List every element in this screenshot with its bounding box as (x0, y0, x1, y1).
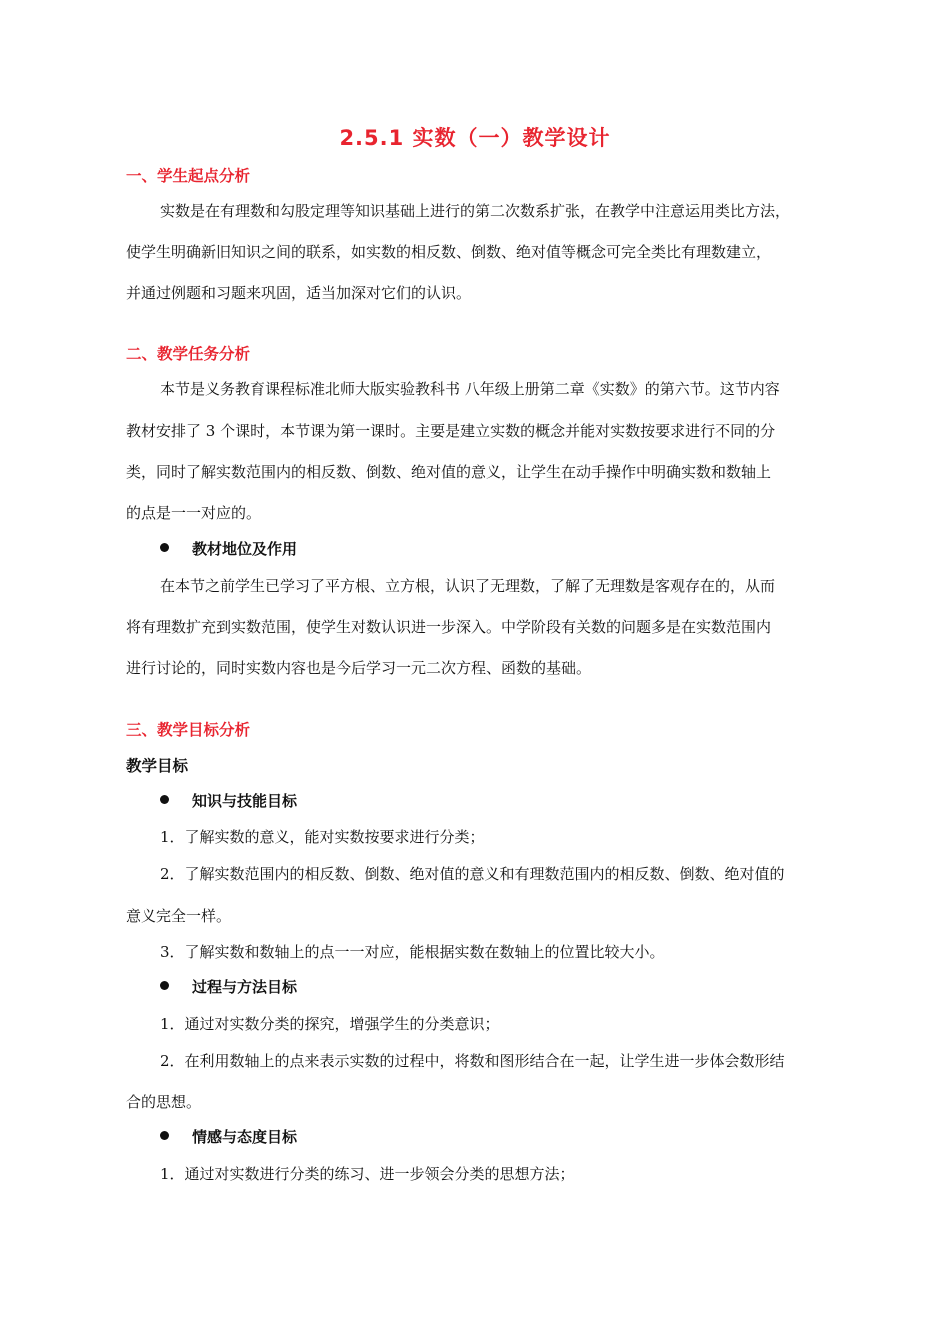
paragraph-line: 使学生明确新旧知识之间的联系，如实数的相反数、倒数、绝对值等概念可完全类比有理数建立， (126, 243, 772, 261)
paragraph-line: 2．了解实数范围内的相反数、倒数、绝对值的意义和有理数范围内的相反数、倒数、绝对值的 (160, 865, 785, 883)
paragraph-line: 3．了解实数和数轴上的点一一对应，能根据实数在数轴上的位置比较大小。 (160, 943, 665, 961)
bullet-dot-icon (160, 981, 169, 990)
bullet-item (160, 790, 297, 811)
bullet-item (160, 538, 297, 559)
paragraph-line: 类，同时了解实数范围内的相反数、倒数、绝对值的意义，让学生在动手操作中明确实数和数轴上 (126, 463, 772, 481)
paragraph-line: 教材安排了 3 个课时，本节课为第一课时。主要是建立实数的概念并能对实数按要求进行不同的分 (126, 422, 776, 440)
paragraph-line: 2．在利用数轴上的点来表示实数的过程中，将数和图形结合在一起，让学生进一步体会数形结 (160, 1052, 785, 1070)
paragraph-line: 意义完全一样。 (126, 907, 232, 925)
paragraph-line: 在本节之前学生已学习了平方根、立方根，认识了无理数，了解了无理数是客观存在的，从而 (160, 577, 776, 595)
paragraph-line: 的点是一一对应的。 (126, 504, 262, 522)
document-title: 2.5.1 实数（一）教学设计 (339, 126, 611, 150)
paragraph-line: 将有理数扩充到实数范围，使学生对数认识进一步深入。中学阶段有关数的问题多是在实数范围内 (126, 618, 772, 636)
bullet-label: 情感与态度目标 (192, 1128, 298, 1146)
bullet-dot-icon (160, 543, 169, 552)
section-heading-1: 一、学生起点分析 (126, 167, 251, 185)
paragraph-line: 1．通过对实数进行分类的练习、进一步领会分类的思想方法； (160, 1165, 575, 1183)
bullet-dot-icon (160, 1131, 169, 1140)
section-heading-2: 二、教学任务分析 (126, 345, 251, 363)
paragraph-line: 1．了解实数的意义，能对实数按要求进行分类； (160, 828, 485, 846)
paragraph-line: 实数是在有理数和勾股定理等知识基础上进行的第二次数系扩张，在教学中注意运用类比方法， (160, 202, 791, 220)
paragraph-line: 本节是义务教育课程标准北师大版实验教科书 八年级上册第二章《实数》的第六节。这节内容 (160, 380, 780, 398)
paragraph-line: 1．通过对实数分类的探究，增强学生的分类意识； (160, 1015, 500, 1033)
paragraph-line: 进行讨论的，同时实数内容也是今后学习一元二次方程、函数的基础。 (126, 659, 592, 677)
section-heading-3: 三、教学目标分析 (126, 721, 251, 739)
bullet-label: 教材地位及作用 (192, 540, 298, 558)
bullet-item (160, 1126, 297, 1147)
bullet-label: 知识与技能目标 (192, 792, 298, 810)
bullet-dot-icon (160, 795, 169, 804)
paragraph-line: 并通过例题和习题来巩固，适当加深对它们的认识。 (126, 284, 472, 302)
paragraph-line: 合的思想。 (126, 1093, 202, 1111)
bullet-item (160, 976, 297, 997)
subheading: 教学目标 (126, 757, 189, 775)
bullet-label: 过程与方法目标 (192, 978, 298, 996)
